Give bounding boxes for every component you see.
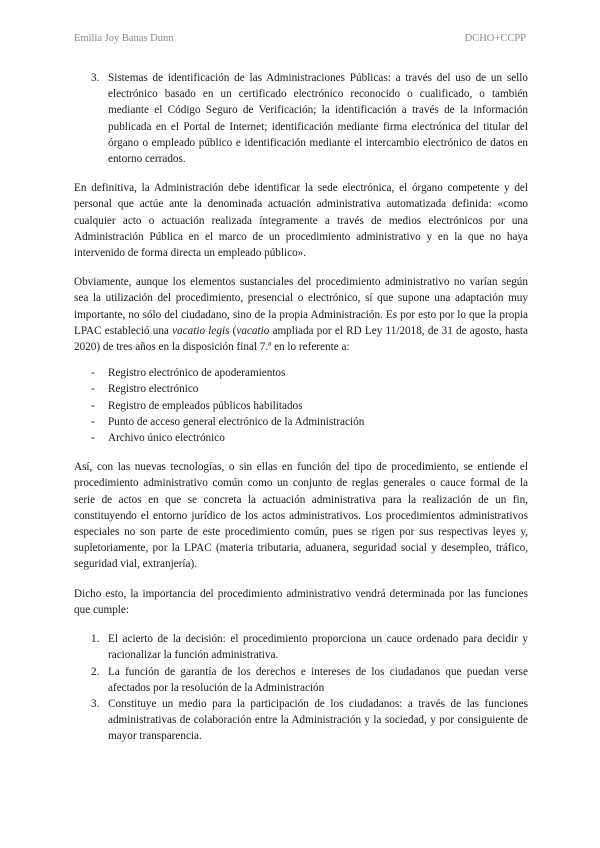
document-body [74,70,528,745]
dash-list [74,365,528,446]
list-item [74,696,528,745]
dash-marker: - [91,415,95,428]
list-item-text: Registro de empleados públicos habilitados [108,399,303,412]
list-item [74,70,528,167]
list-item-text: Punto de acceso general electrónico de la Administración [108,415,365,428]
list-item-text: La función de garantía de los derechos e intereses de los ciudadanos que puedan verse afectados por la resolución de la Administración [108,665,528,694]
list-item [74,414,528,430]
list-item-number: 3. [91,697,100,710]
list-item-text: Registro electrónico de apoderamientos [108,367,286,380]
list-item-text: Sistemas de identificación de las Administraciones Públicas: a través del uso de un sello electrónico basado en un certificado electrónico reconocido o cualificado, o también mediante el Código Seguro de Verificación; la identificación a través de la información publicada en el Portal de Internet; identificación mediante firma electrónica del titular del órgano o empleado público e identificación mediante el intercambio electrónico de datos en entorno cerrados. [108,72,528,166]
dash-marker: - [91,432,95,445]
list-item [74,430,528,446]
numbered-list-bottom [74,631,528,744]
paragraph-dicho-esto: Dicho esto, la importancia del procedimiento administrativo vendrá determinada por las funciones que cumple: [74,587,528,616]
paragraph-definitiva: En definitiva, la Administración debe identificar la sede electrónica, el órgano competente y del personal que actúe ante la denominada actuación administrativa automatizada definida: «como cualquier acto o actuación realizada íntegramente a través de medios electrónicos por una Administración Pública en el marco de un procedimiento administrativo y en la que no haya intervenido de forma directa un empleado público». [74,182,528,260]
header-author: Emilia Joy Banas Dunn [74,33,174,44]
list-item [74,664,528,696]
list-item [74,631,528,663]
text-segment: Obviamente, aunque los elementos sustanciales del procedimiento administrativo no varían según sea la utilización del procedimiento, presencial o electrónico, sí que supone una adaptación muy importante, no sólo del ciudadano, sino de la propia Administración. Es por esto por lo que la propia LPAC estableció una [74,276,528,337]
list-item-number: 3. [91,72,100,84]
text-segment: ( [229,324,237,337]
dash-marker: - [91,367,95,380]
list-item-number: 2. [91,665,100,678]
list-item-text: Constituye un medio para la participación de los ciudadanos: a través de las funciones administrativas de colaboración entre la Administración y la sociedad, y por consiguiente de mayor transparencia. [108,697,528,743]
paragraph-obviamente [74,274,528,355]
list-item [74,398,528,414]
text-segment: ampliada por el RD Ley 11/2018, de 31 de agosto, hasta 2020) de tres años en la disposición final 7.ª en lo referente a: [74,324,528,354]
numbered-list-top [74,70,528,167]
list-item [74,381,528,397]
paragraph-asi: Así, con las nuevas tecnologías, o sin ellas en función del tipo de procedimiento, se entiende el procedimiento administrativo común como un conjunto de reglas generales o cauce formal de la serie de actos en que se concreta la actuación administrativa para la realización de un fin, constituyendo el entorno jurídico de los actos administrativos. Los procedimientos administrativos especiales no son parte de este procedimiento común, pues se rigen por sus respectivas leyes y, supletoriamente, por la LPAC (materia tributaria, aduanera, seguridad social y desempleo, tráfico, seguridad vial, extranjería). [74,461,528,571]
list-item-text: Registro electrónico [108,383,199,396]
header-course: DCHO+CCPP [464,33,526,44]
list-item-text: Archivo único electrónico [108,432,225,445]
italic-term: vacatio legis [172,324,230,337]
list-item [74,365,528,381]
list-item-number: 1. [91,633,100,646]
dash-marker: - [91,383,95,396]
dash-marker: - [91,399,95,412]
list-item-text: El acierto de la decisión: el procedimiento proporciona un cauce ordenado para decidir y racionalizar la función administrativa. [108,633,528,662]
italic-term: vacatio [236,324,270,337]
